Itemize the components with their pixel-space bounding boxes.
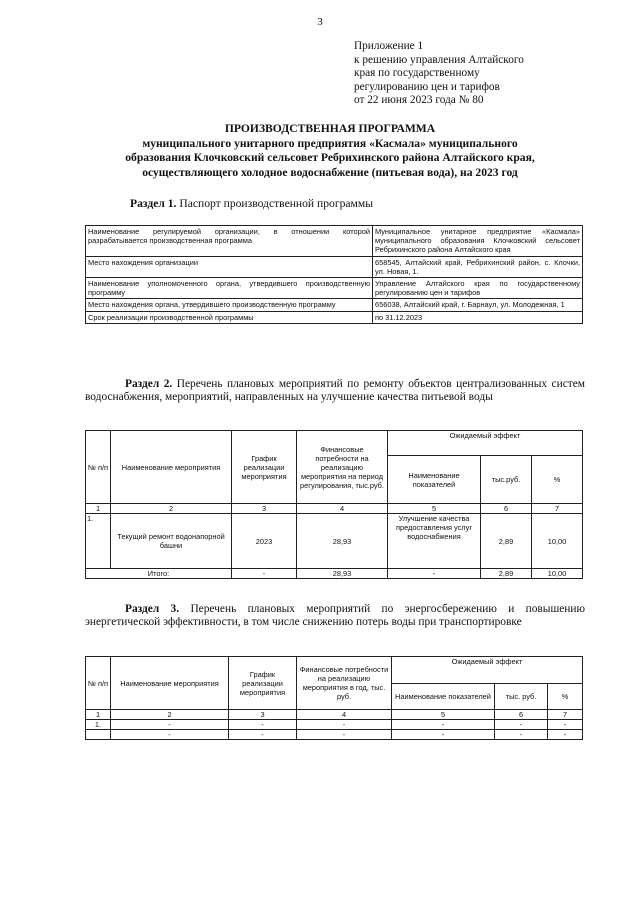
row-schedule: - — [229, 730, 297, 740]
table-row — [86, 226, 583, 257]
row-rub: - — [495, 720, 548, 730]
col-header-schedule: График реализации мероприятия — [229, 657, 297, 710]
row-pct: - — [548, 730, 583, 740]
row-rub: - — [495, 730, 548, 740]
table-total-row — [86, 569, 583, 579]
col-header-schedule: График реализации мероприятия — [232, 431, 297, 504]
section2-heading — [85, 378, 585, 405]
section2-text: Перечень плановых мероприятий по ремонту объектов централизованных систем водоснабжения, мероприятий, направленных на улучшение качества питьевой воды — [85, 378, 585, 404]
table-header-row — [86, 657, 583, 684]
col-header-indicator: Наименование показателей — [388, 456, 481, 504]
column-number-row — [86, 504, 583, 514]
row-finance: - — [297, 730, 392, 740]
row-pct: 10,00 — [532, 514, 583, 569]
table2 — [85, 430, 583, 579]
column-number: 7 — [548, 710, 583, 720]
table-row — [86, 514, 583, 569]
title-line: осуществляющего холодное водоснабжение (питьевая вода), на 2023 год — [142, 165, 518, 179]
section3-text: Перечень плановых мероприятий по энергосбережению и повышению энергетической эффективности, в том числе снижению потерь воды при транспортировке — [85, 603, 585, 629]
section1-heading — [130, 197, 373, 210]
row-indicator: - — [392, 730, 495, 740]
table-row — [86, 720, 583, 730]
passport-value: 658545, Алтайский край, Ребрихинский район, с. Клочки, ул. Новая, 1. — [373, 256, 583, 277]
appendix-line: Приложение 1 — [354, 40, 424, 52]
col-header-name: Наименование мероприятия — [111, 657, 229, 710]
col-header-num: № п/п — [86, 431, 111, 504]
col-header-effect: Ожидаемый эффект — [388, 431, 583, 456]
column-number: 5 — [388, 504, 481, 514]
row-schedule: 2023 — [232, 514, 297, 569]
passport-value: по 31.12.2023 — [373, 311, 583, 323]
column-number: 6 — [481, 504, 532, 514]
column-number: 3 — [229, 710, 297, 720]
page-number: 3 — [317, 16, 323, 28]
section3-label: Раздел 3. — [125, 603, 180, 615]
col-header-finance: Финансовые потребности на реализацию мероприятия на период регулирования, тыс.руб. — [297, 431, 388, 504]
row-finance: 28,93 — [297, 514, 388, 569]
appendix-block — [354, 40, 594, 108]
total-pct: 10,00 — [532, 569, 583, 579]
col-header-num: № п/п — [86, 657, 111, 710]
col-header-indicator: Наименование показателей — [392, 683, 495, 710]
row-rub: 2,89 — [481, 514, 532, 569]
section3-heading — [85, 603, 585, 630]
col-header-effect: Ожидаемый эффект — [392, 657, 583, 684]
section1-text: Паспорт производственной программы — [179, 197, 373, 210]
passport-value: Управление Алтайского края по государственному регулированию цен и тарифов — [373, 278, 583, 299]
row-num: 1. — [86, 514, 111, 569]
total-finance: 28,93 — [297, 569, 388, 579]
column-number: 2 — [111, 504, 232, 514]
section2-label: Раздел 2. — [125, 378, 173, 390]
row-indicator: - — [392, 720, 495, 730]
appendix-line: к решению управления Алтайского — [354, 53, 524, 66]
row-name: - — [111, 720, 229, 730]
table3 — [85, 656, 583, 740]
table-row — [86, 299, 583, 311]
table-header-row — [86, 431, 583, 456]
row-finance: - — [297, 720, 392, 730]
passport-label: Наименование регулируемой организации, в отношении которой разрабатывается производственная программа — [86, 226, 373, 257]
row-schedule: - — [229, 720, 297, 730]
table-row — [86, 278, 583, 299]
document-title — [70, 122, 590, 180]
column-number: 5 — [392, 710, 495, 720]
passport-label: Наименование уполномоченного органа, утвердившего производственную программу — [86, 278, 373, 299]
passport-label: Место нахождения организации — [86, 256, 373, 277]
col-header-pct: % — [548, 683, 583, 710]
col-header-rub: тыс. руб. — [495, 683, 548, 710]
column-number: 2 — [111, 710, 229, 720]
appendix-line: края по государственному — [354, 67, 480, 80]
section1-label: Раздел 1. — [130, 197, 177, 210]
col-header-rub: тыс.руб. — [481, 456, 532, 504]
column-number: 6 — [495, 710, 548, 720]
col-header-finance: Финансовые потребности на реализацию мероприятия в год, тыс. руб. — [297, 657, 392, 710]
column-number-row — [86, 710, 583, 720]
column-number: 7 — [532, 504, 583, 514]
row-num: 1. — [86, 720, 111, 730]
passport-table — [85, 225, 583, 324]
row-num — [86, 730, 111, 740]
col-header-name: Наименование мероприятия — [111, 431, 232, 504]
total-schedule: - — [232, 569, 297, 579]
table-row — [86, 311, 583, 323]
row-pct: - — [548, 720, 583, 730]
row-name: Текущий ремонт водонапорной башни — [111, 514, 232, 569]
passport-label: Срок реализации производственной программы — [86, 311, 373, 323]
passport-label: Место нахождения органа, утвердившего производственную программу — [86, 299, 373, 311]
table-row — [86, 730, 583, 740]
column-number: 4 — [297, 504, 388, 514]
title-line: образования Клочковский сельсовет Ребрихинского района Алтайского края, — [125, 151, 535, 165]
column-number: 1 — [86, 504, 111, 514]
total-rub: 2,89 — [481, 569, 532, 579]
row-name: - — [111, 730, 229, 740]
row-indicator: Улучшение качества предоставления услуг водоснабжения — [388, 514, 481, 569]
title-line: муниципального унитарного предприятия «Касмала» муниципального — [142, 136, 518, 150]
appendix-line: от 22 июня 2023 года № 80 — [354, 94, 484, 107]
total-indicator: - — [388, 569, 481, 579]
passport-value: 656038, Алтайский край, г. Барнаул, ул. Молодежная, 1 — [373, 299, 583, 311]
column-number: 1 — [86, 710, 111, 720]
col-header-pct: % — [532, 456, 583, 504]
column-number: 4 — [297, 710, 392, 720]
passport-value: Муниципальное унитарное предприятие «Касмала» муниципального образования Клочковский сельсовет Ребрихинского района Алтайского края — [373, 226, 583, 257]
appendix-line: регулированию цен и тарифов — [354, 80, 500, 93]
table-row — [86, 256, 583, 277]
title-line: ПРОИЗВОДСТВЕННАЯ ПРОГРАММА — [224, 122, 436, 135]
column-number: 3 — [232, 504, 297, 514]
total-label: Итого: — [86, 569, 232, 579]
